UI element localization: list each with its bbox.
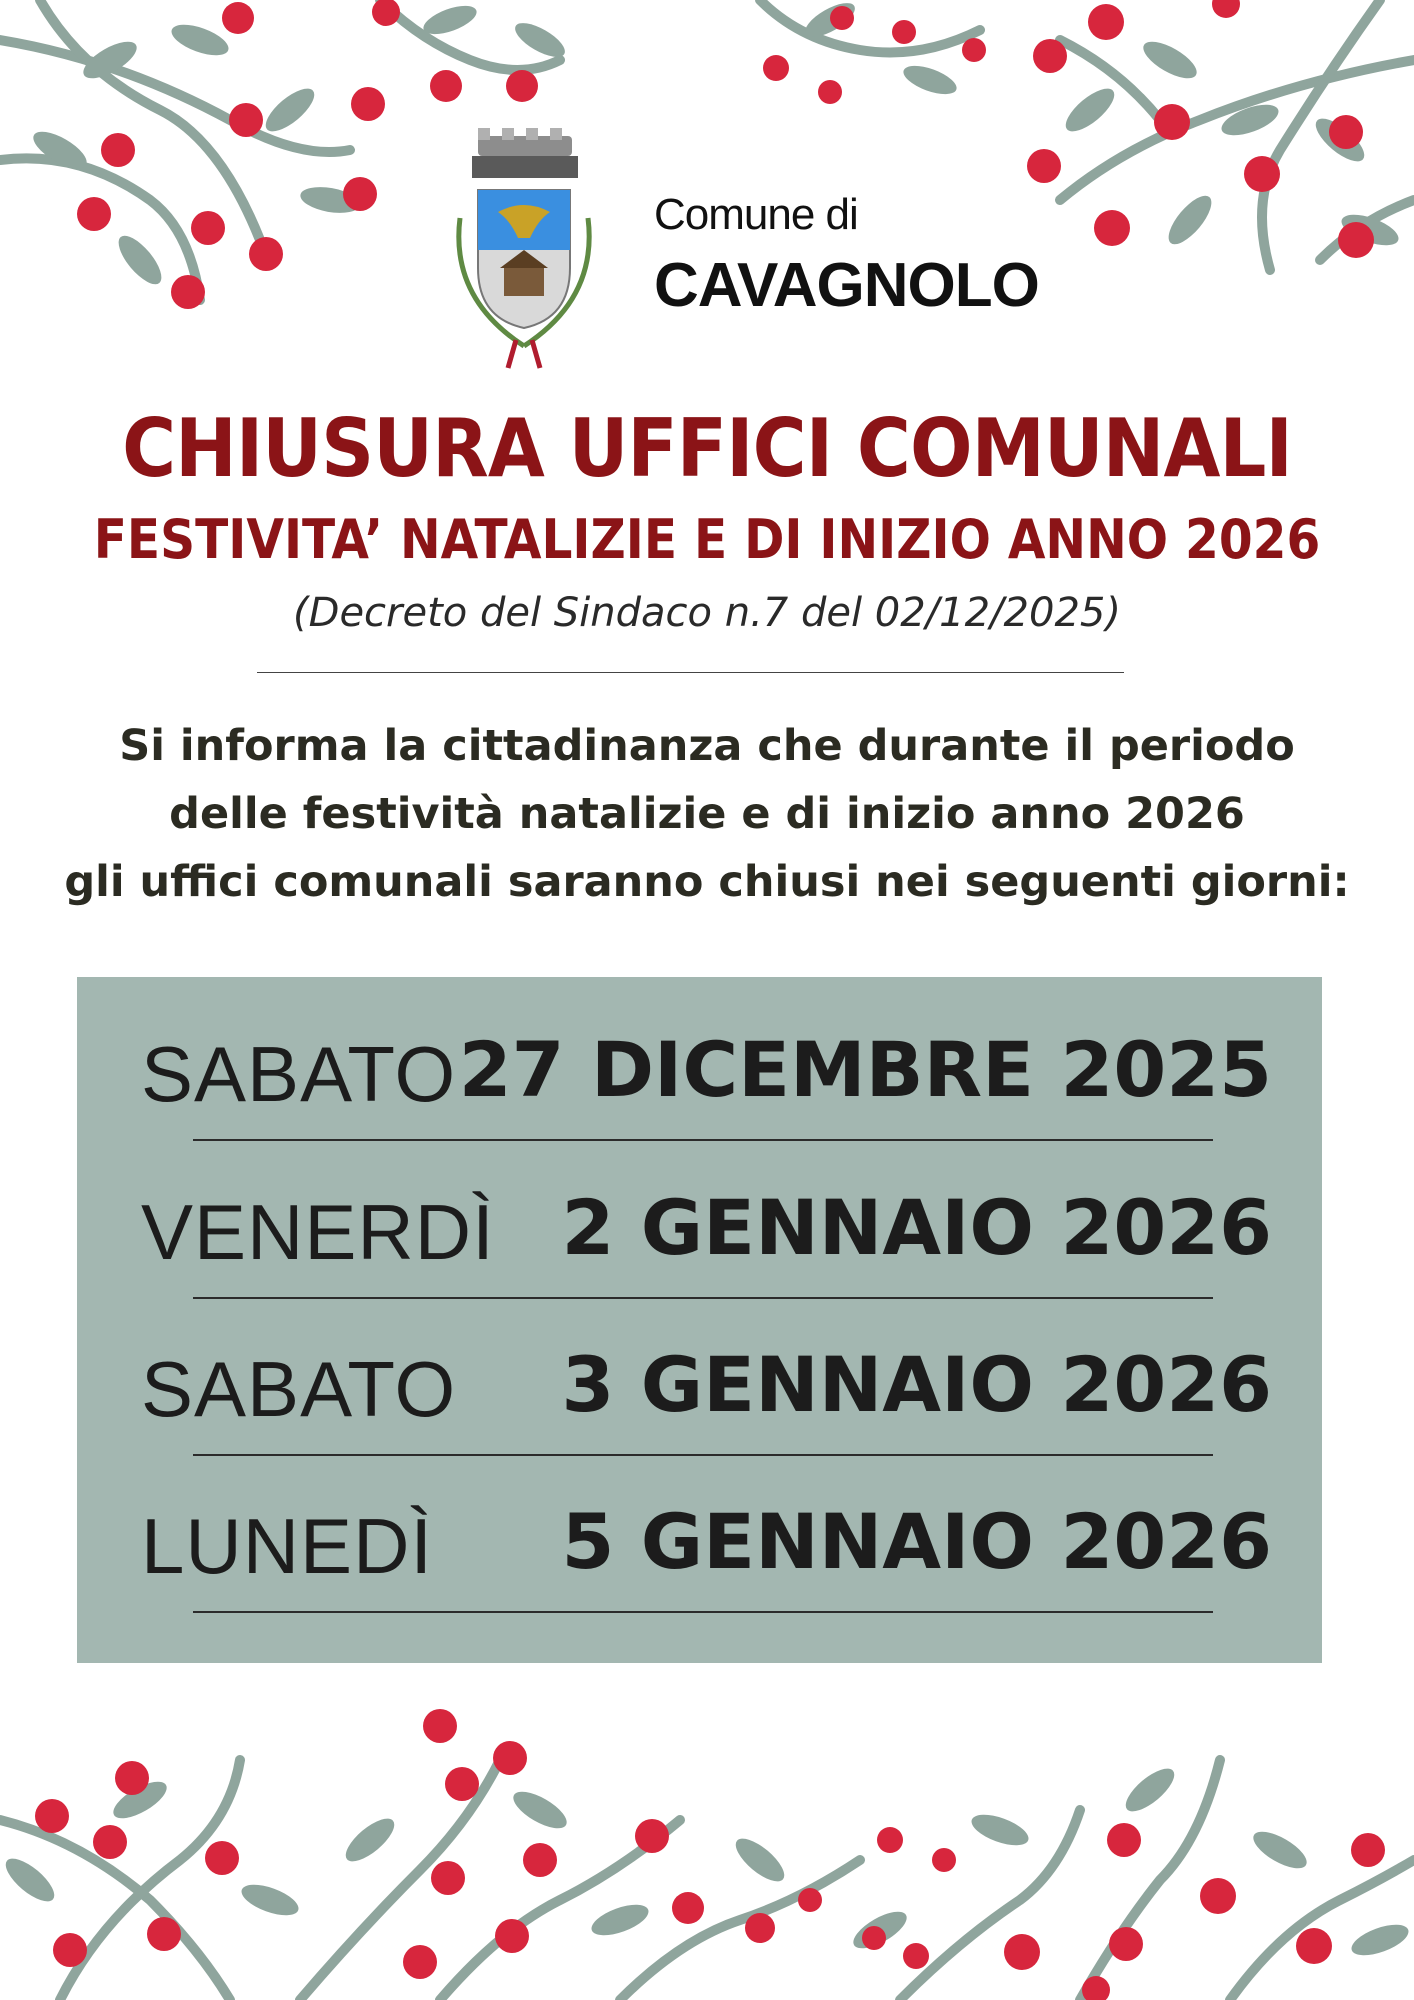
closure-day: SABATO [141, 1345, 457, 1433]
closure-day: SABATO [141, 1030, 457, 1118]
closure-day: VENERDÌ [141, 1188, 495, 1276]
row-divider [193, 1611, 1213, 1613]
intro-line: Si informa la cittadinanza che durante il periodo [119, 721, 1295, 771]
notice-subtitle: FESTIVITA’ NATALIZIE E DI INIZIO ANNO 2026 [93, 508, 1321, 571]
notice-title: CHIUSURA UFFICI COMUNALI [122, 402, 1292, 495]
municipality-header [420, 128, 1039, 378]
closure-date: 2 GENNAIO 2026 [561, 1183, 1272, 1272]
closure-date: 3 GENNAIO 2026 [561, 1340, 1272, 1429]
comune-name: CAVAGNOLO [654, 251, 1039, 320]
closure-day: LUNEDÌ [141, 1502, 434, 1590]
bottom-berry-decoration [0, 1700, 1414, 2000]
intro-text [0, 712, 1414, 916]
closure-dates-panel [77, 977, 1322, 1663]
decree-reference: (Decreto del Sindaco n.7 del 02/12/2025) [293, 590, 1121, 636]
closure-row [77, 977, 1322, 1135]
intro-line: delle festività natalizie e di inizio anno 2026 [169, 789, 1245, 839]
closure-row [77, 1449, 1322, 1607]
coat-of-arms-icon [420, 128, 620, 378]
closure-row [77, 1292, 1322, 1450]
closure-date: 27 DICEMBRE 2025 [458, 1025, 1272, 1114]
divider [257, 672, 1124, 673]
closure-row [77, 1135, 1322, 1293]
comune-label: Comune di [654, 190, 858, 239]
intro-line: gli uffici comunali saranno chiusi nei seguenti giorni: [64, 857, 1350, 907]
closure-date: 5 GENNAIO 2026 [561, 1497, 1272, 1586]
